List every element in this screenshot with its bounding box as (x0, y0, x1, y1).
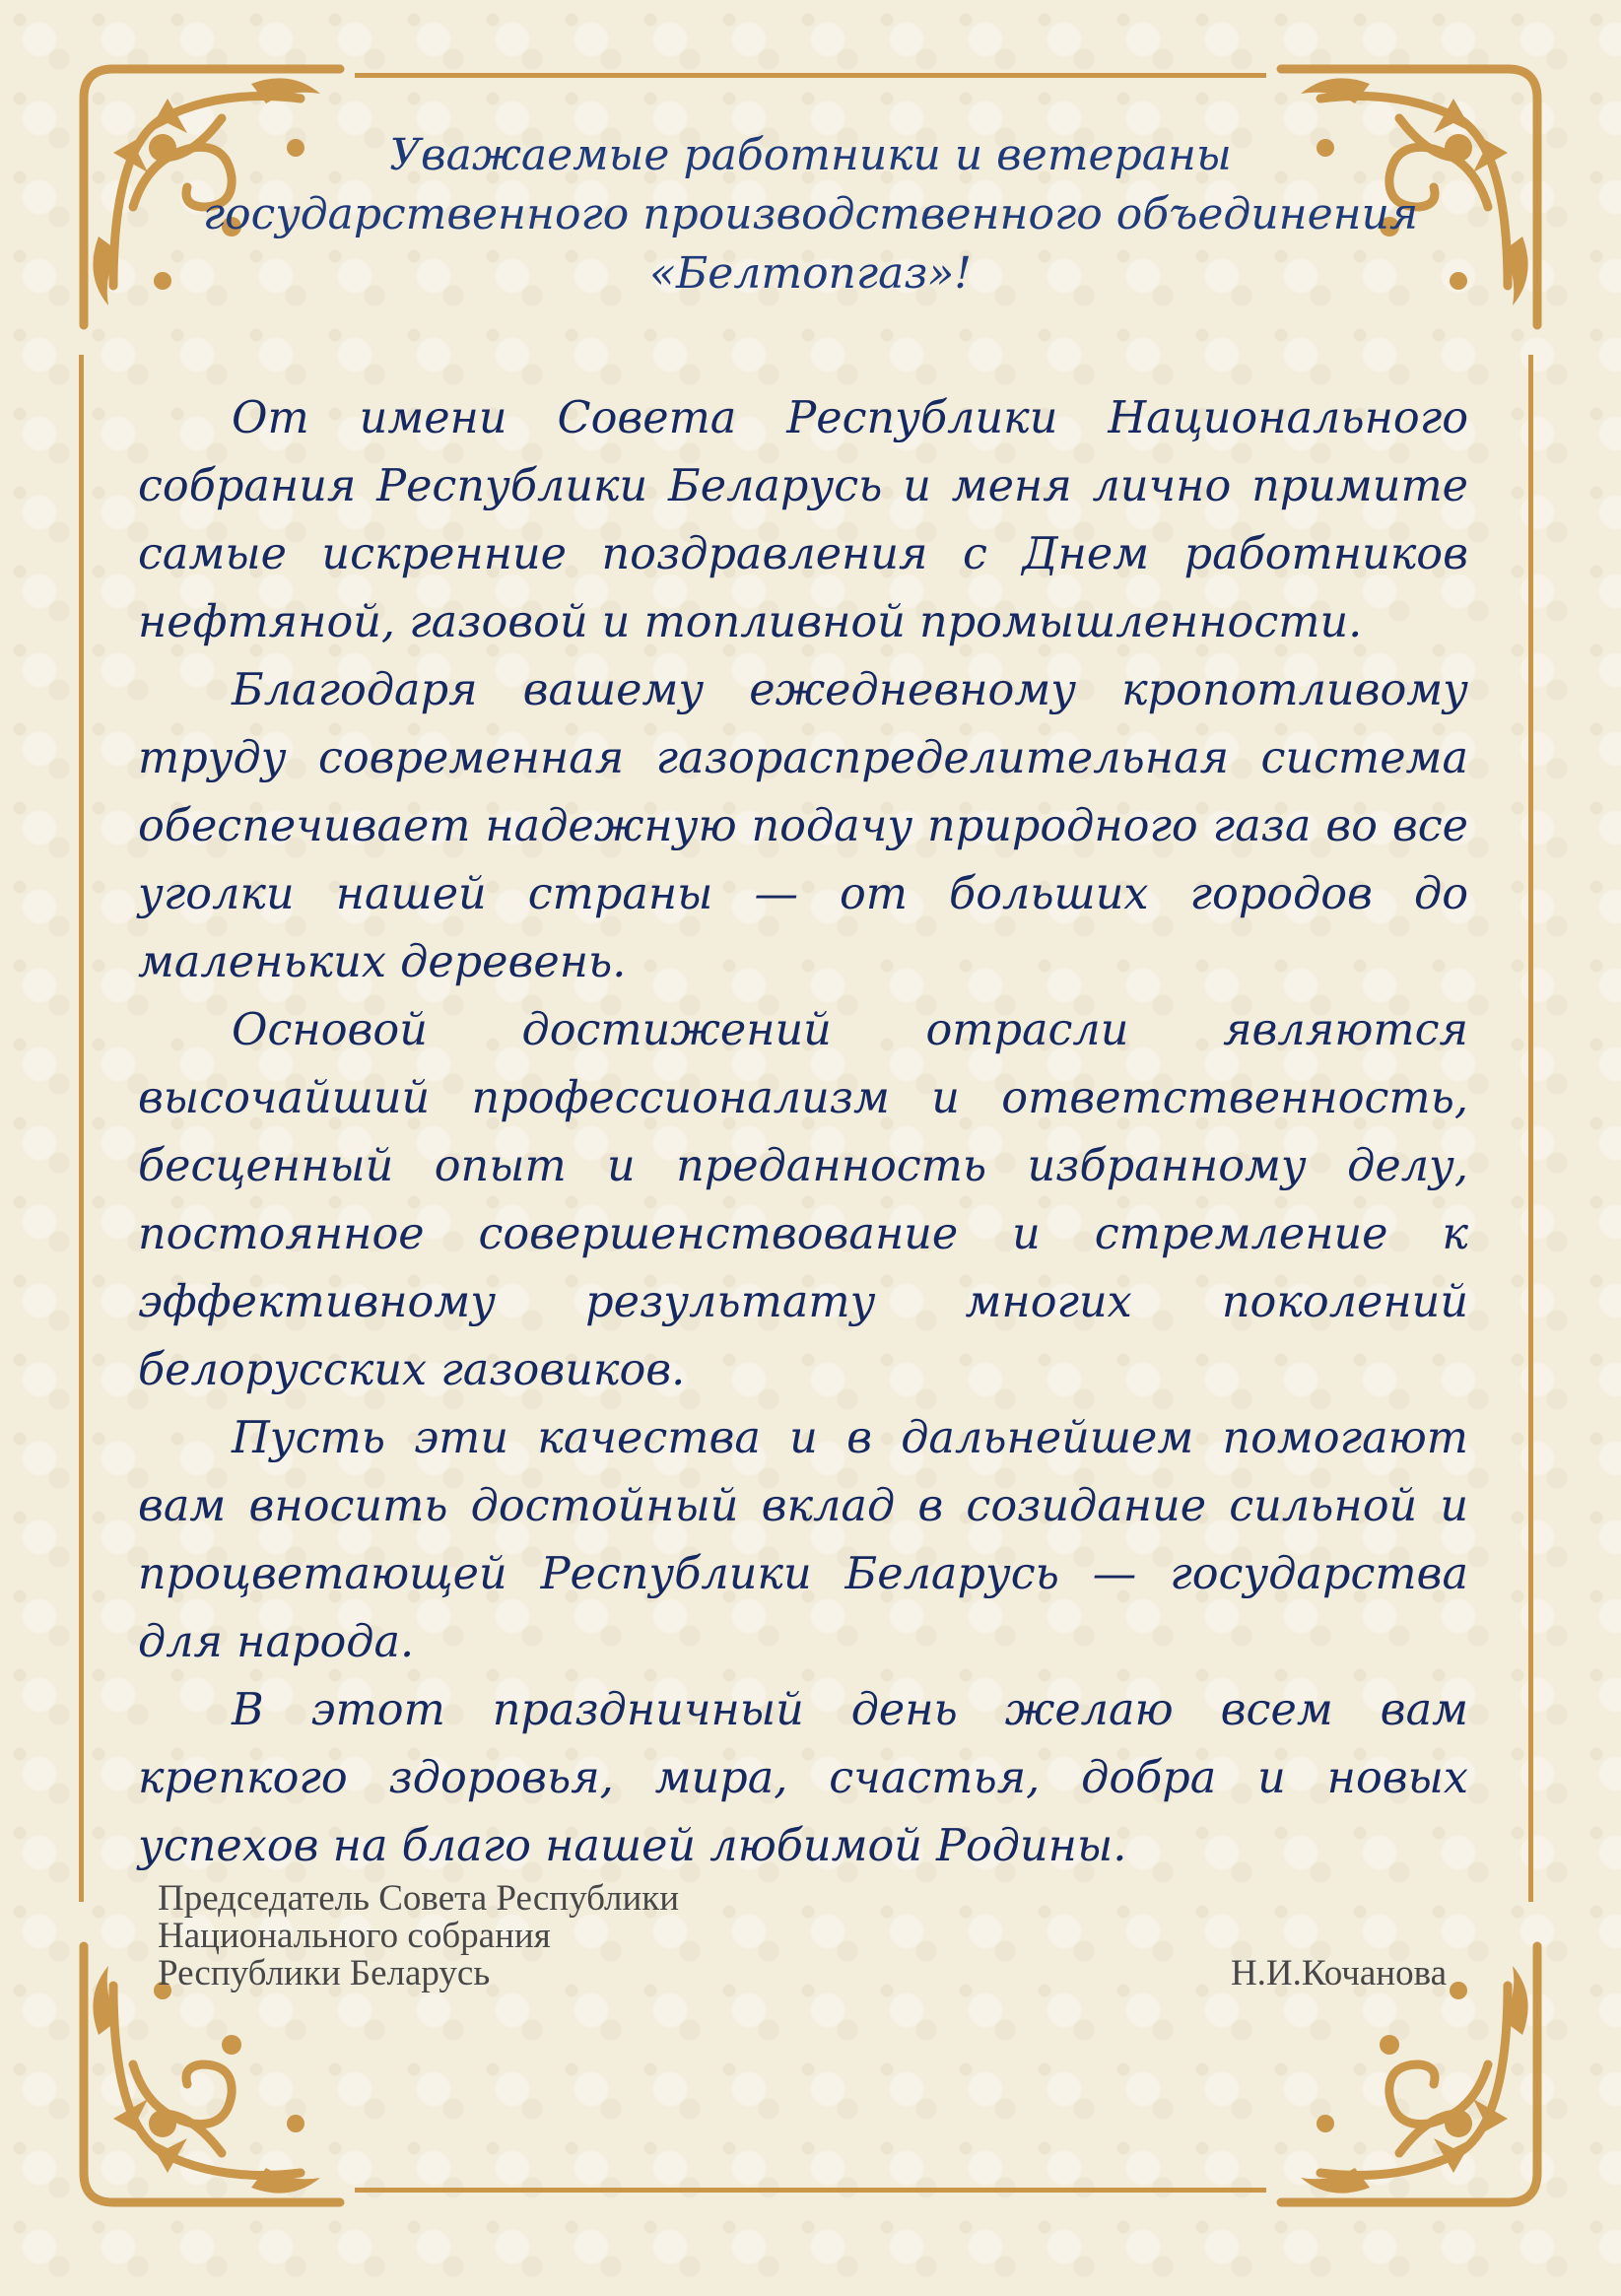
signatory-title-line: Республики Беларусь (158, 1953, 491, 1993)
greeting-heading (158, 126, 1463, 304)
signatory-title-line: Председатель Совета Республики (158, 1878, 680, 1919)
letter-body (138, 384, 1468, 1880)
body-paragraph: Пусть эти качества и в дальнейшем помогают вам вносить достойный вклад в созидание сильной и процветающей Республики Беларусь — государства для народа. (138, 1413, 1468, 1667)
frame-right-line (1528, 355, 1533, 1902)
frame-left-line (79, 355, 84, 1902)
signature-block (158, 1880, 1468, 1992)
heading-line: Уважаемые работники и ветераны (389, 130, 1232, 180)
body-paragraph: Основой достижений отрасли являются высочайший профессионализм и ответственность, бесценный опыт и преданность избранному делу, постоянное совершенствование и стремление к эффективному результату многих поколений белорусских газовиков. (138, 1005, 1468, 1395)
signatory-name: Н.И.Кочанова (1230, 1953, 1447, 1993)
frame-top-line (355, 73, 1266, 78)
body-paragraph: В этот праздничный день желаю всем вам крепкого здоровья, мира, счастья, добра и новых успехов на благо нашей любимой Родины. (138, 1685, 1468, 1871)
heading-line: «Белтопгаз»! (649, 248, 972, 299)
frame-bottom-line (355, 2188, 1266, 2193)
signatory-title-line: Национального собрания (158, 1916, 551, 1956)
body-paragraph: От имени Совета Республики Национального собрания Республики Беларусь и меня лично примите самые искренние поздравления с Днем работников нефтяной, газовой и топливной промышленности. (138, 393, 1468, 647)
body-paragraph: Благодаря вашему ежедневному кропотливому труду современная газораспределительная система обеспечивает надежную подачу природного газа во все уголки нашей страны — от больших городов до маленьких деревень. (138, 665, 1468, 987)
heading-line: государственного производственного объединения (202, 189, 1419, 239)
